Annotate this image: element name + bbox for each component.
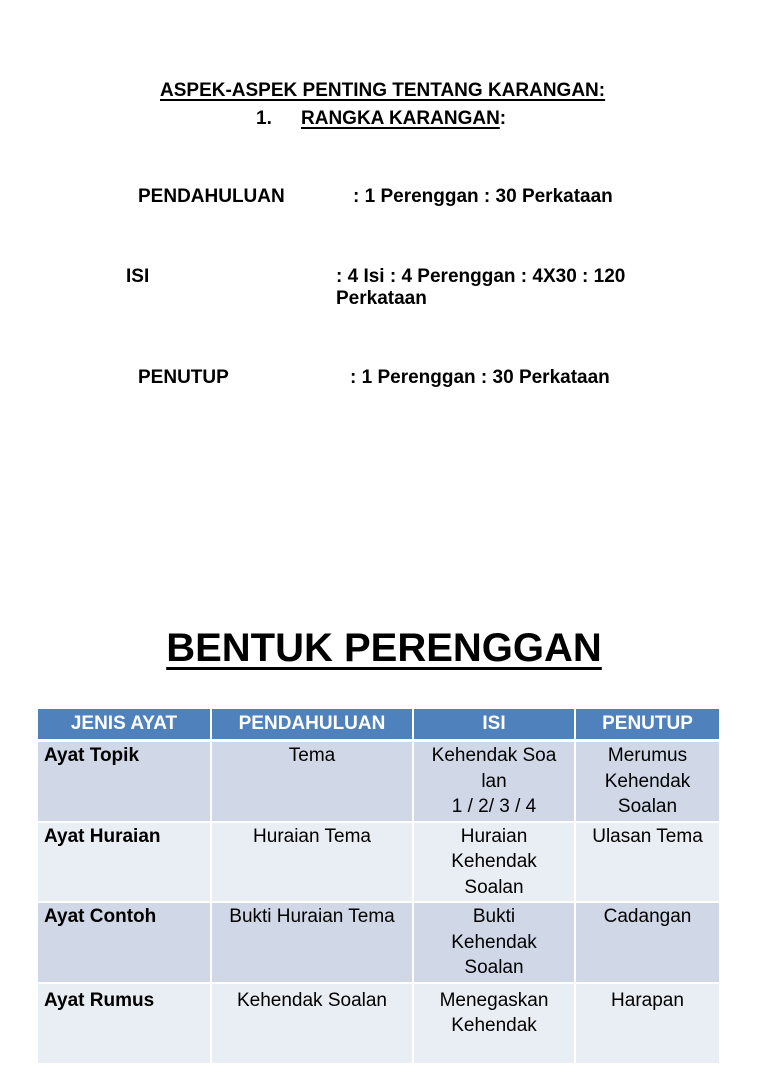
row-label: Ayat Topik [38,741,211,822]
cell-penutup [575,741,720,822]
table-row-ayat-rumus [38,983,720,1064]
cell-line: Ulasan Tema [592,825,703,847]
outline-value-pendahuluan: : 1 Perenggan : 30 Perkataan [353,186,613,207]
cell-penutup [575,902,720,983]
table-row-ayat-huraian [38,822,720,903]
cell-line: lan [481,770,507,792]
paragraph-structure-table [38,709,721,1065]
row-label: Ayat Contoh [38,902,211,983]
table-row-ayat-contoh [38,902,720,983]
cell-line: Harapan [611,989,684,1011]
column-header-isi: ISI [413,709,575,741]
cell-isi [413,741,575,822]
cell-pendahuluan [211,822,413,903]
cell-line: Kehendak [451,931,537,953]
table-row-ayat-topik [38,741,720,822]
outline-value-penutup: : 1 Perenggan : 30 Perkataan [350,367,610,388]
cell-isi [413,822,575,903]
cell-line: Kehendak [451,851,537,872]
row-label: Ayat Rumus [38,983,211,1064]
cell-pendahuluan [211,902,413,983]
cell-line: Bukti Huraian Tema [229,906,395,927]
outline-label-pendahuluan: PENDAHULUAN [138,186,285,207]
cell-line: 1 / 2/ 3 / 4 [451,796,537,817]
cell-line: Menegaskan [439,989,549,1011]
cell-line: Soalan [464,957,524,978]
cell-isi [413,983,575,1064]
outline-label-penutup: PENUTUP [138,367,229,388]
outline-value-isi: : 4 Isi : 4 Perenggan : 4X30 : 120 [336,266,626,287]
cell-isi [413,902,575,983]
cell-pendahuluan [211,741,413,822]
table-header-row [38,709,720,741]
cell-penutup [575,983,720,1064]
cell-line: Cadangan [603,906,692,927]
cell-line: Kehendak Soa [431,745,557,766]
outline-label-isi: ISI [126,266,150,287]
cell-line: Bukti [472,906,516,927]
cell-line: Merumus [607,745,688,766]
cell-penutup [575,822,720,903]
section-title-text: BENTUK PERENGGAN [166,626,602,670]
row-label: Ayat Huraian [38,822,211,903]
column-header-penutup: PENUTUP [575,709,720,741]
section-number: 1. [256,108,272,129]
cell-line: Kehendak Soalan [236,989,387,1011]
cell-line: Huraian Tema [253,825,371,847]
cell-line: Soalan [617,796,678,817]
cell-line: Huraian [460,825,528,847]
section-heading [301,108,506,130]
cell-pendahuluan [211,983,413,1064]
section-heading-colon: : [499,108,507,129]
cell-line: Tema [288,745,336,766]
section-heading-label: RANGKA KARANGAN [301,108,500,129]
column-header-pendahuluan: PENDAHULUAN [211,709,413,741]
section-title [0,622,768,674]
cell-line: Soalan [464,876,524,898]
cell-line: Kehendak [604,770,691,792]
column-header-jenis-ayat: JENIS AYAT [38,709,211,741]
outline-value-isi-continued: Perkataan [336,288,427,309]
document-title: ASPEK-ASPEK PENTING TENTANG KARANGAN: [160,80,606,101]
cell-line: Kehendak [451,1015,537,1036]
